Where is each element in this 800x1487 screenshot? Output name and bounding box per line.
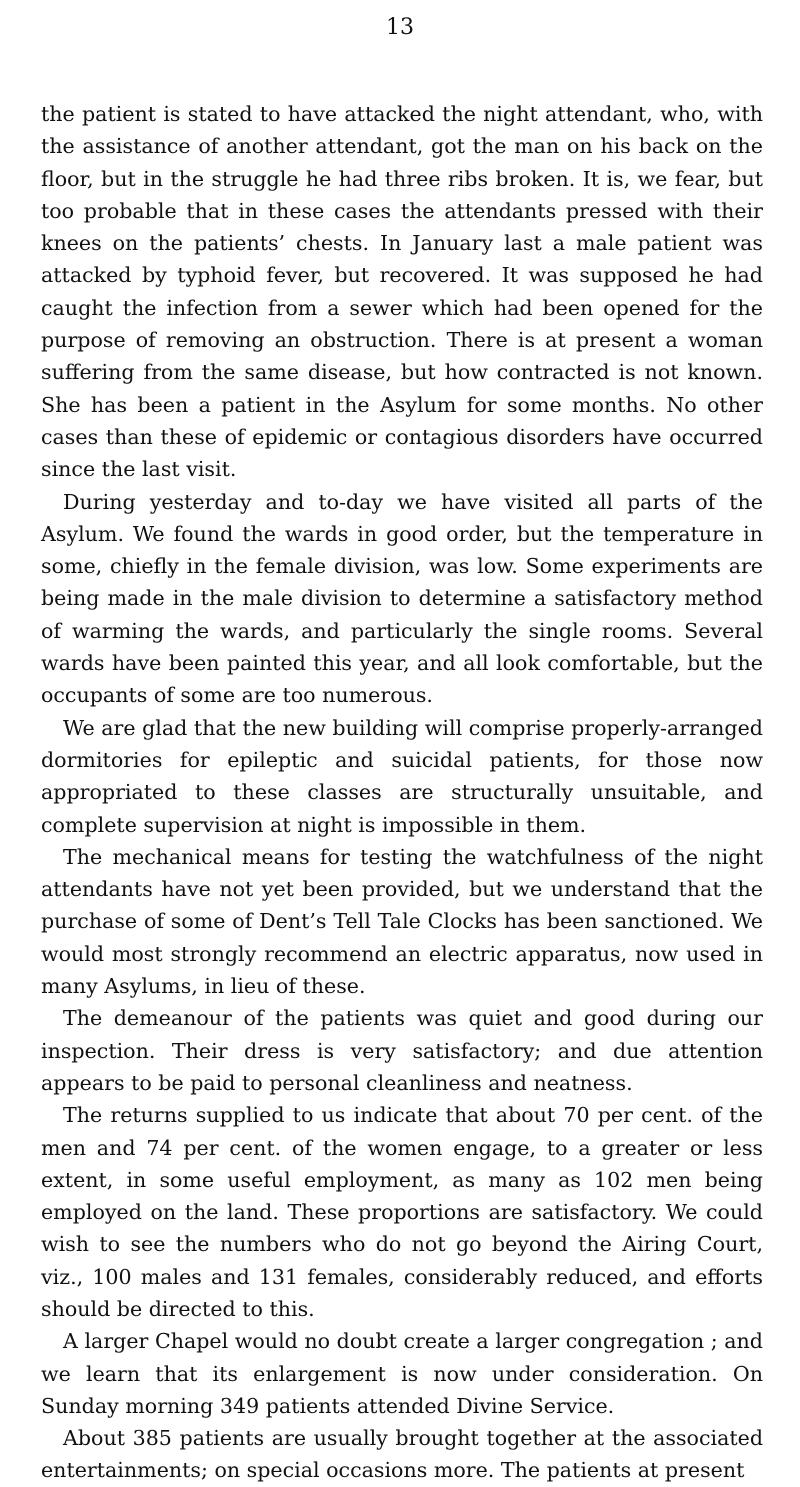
- page-number: 13: [386, 15, 414, 40]
- paragraph-continuation: the patient is stated to have attacked the night attendant, who, with the assistance of another attendant, got the man on his back on the floor, but in the struggle he had three ribs broken. It is, we fear, but too probable that in these cases the attendants pressed with their knees on the patients’ chests. In January last a male patient was attacked by typhoid fever, but recovered. It was supposed he had caught the infection from a sewer which had been opened for the purpose of removing an obstruction. There is at present a woman suffering from the same disease, but how contracted is not known. She has been a patient in the Asylum for some months. No other cases than these of epidemic or contagious disorders have occurred since the last visit.: [41, 102, 763, 482]
- paragraph-night-attendants: The mechanical means for testing the watchfulness of the night attendants have not yet been provided, but we understand that the purchase of some of Dent’s Tell Tale Clocks has been sanctioned. We would most strongly recommend an electric apparatus, now used in many Asylums, in lieu of these.: [41, 844, 763, 999]
- paragraph-employment: The returns supplied to us indicate that about 70 per cent. of the men and 74 per cent. of the women engage, to a greater or less extent, in some useful employment, as many as 102 men being employed on the land. These proportions are satisfactory. We could wish to see the numbers who do not go beyond the Airing Court, viz., 100 males and 131 females, considerably reduced, and efforts should be directed to this.: [41, 1103, 763, 1321]
- body-text: [41, 98, 763, 1487]
- paragraph-new-building: We are glad that the new building will comprise properly-arranged dormitories for epileptic and suicidal patients, for those now appropriated to these classes are structurally unsuitable, and complete supervision at night is impossible in them.: [41, 715, 763, 837]
- paragraph-entertainments: About 385 patients are usually brought together at the associated entertainments; on special occasions more. The patients at present: [41, 1426, 763, 1483]
- paragraph-chapel: A larger Chapel would no doubt create a larger congregation ; and we learn that its enlargement is now under consideration. On Sunday morning 349 patients attended Divine Service.: [41, 1329, 763, 1418]
- paragraph-asylum-visit: During yesterday and to-day we have visited all parts of the Asylum. We found the wards in good order, but the temperature in some, chiefly in the female division, was low. Some experiments are being made in the male division to determine a satisfactory method of warming the wards, and particularly the single rooms. Several wards have been painted this year, and all look comfortable, but the occupants of some are too numerous.: [41, 489, 763, 708]
- paragraph-demeanour: The demeanour of the patients was quiet and good during our inspection. Their dress is very satisfactory; and due attention appears to be paid to personal cleanliness and neatness.: [41, 1006, 763, 1095]
